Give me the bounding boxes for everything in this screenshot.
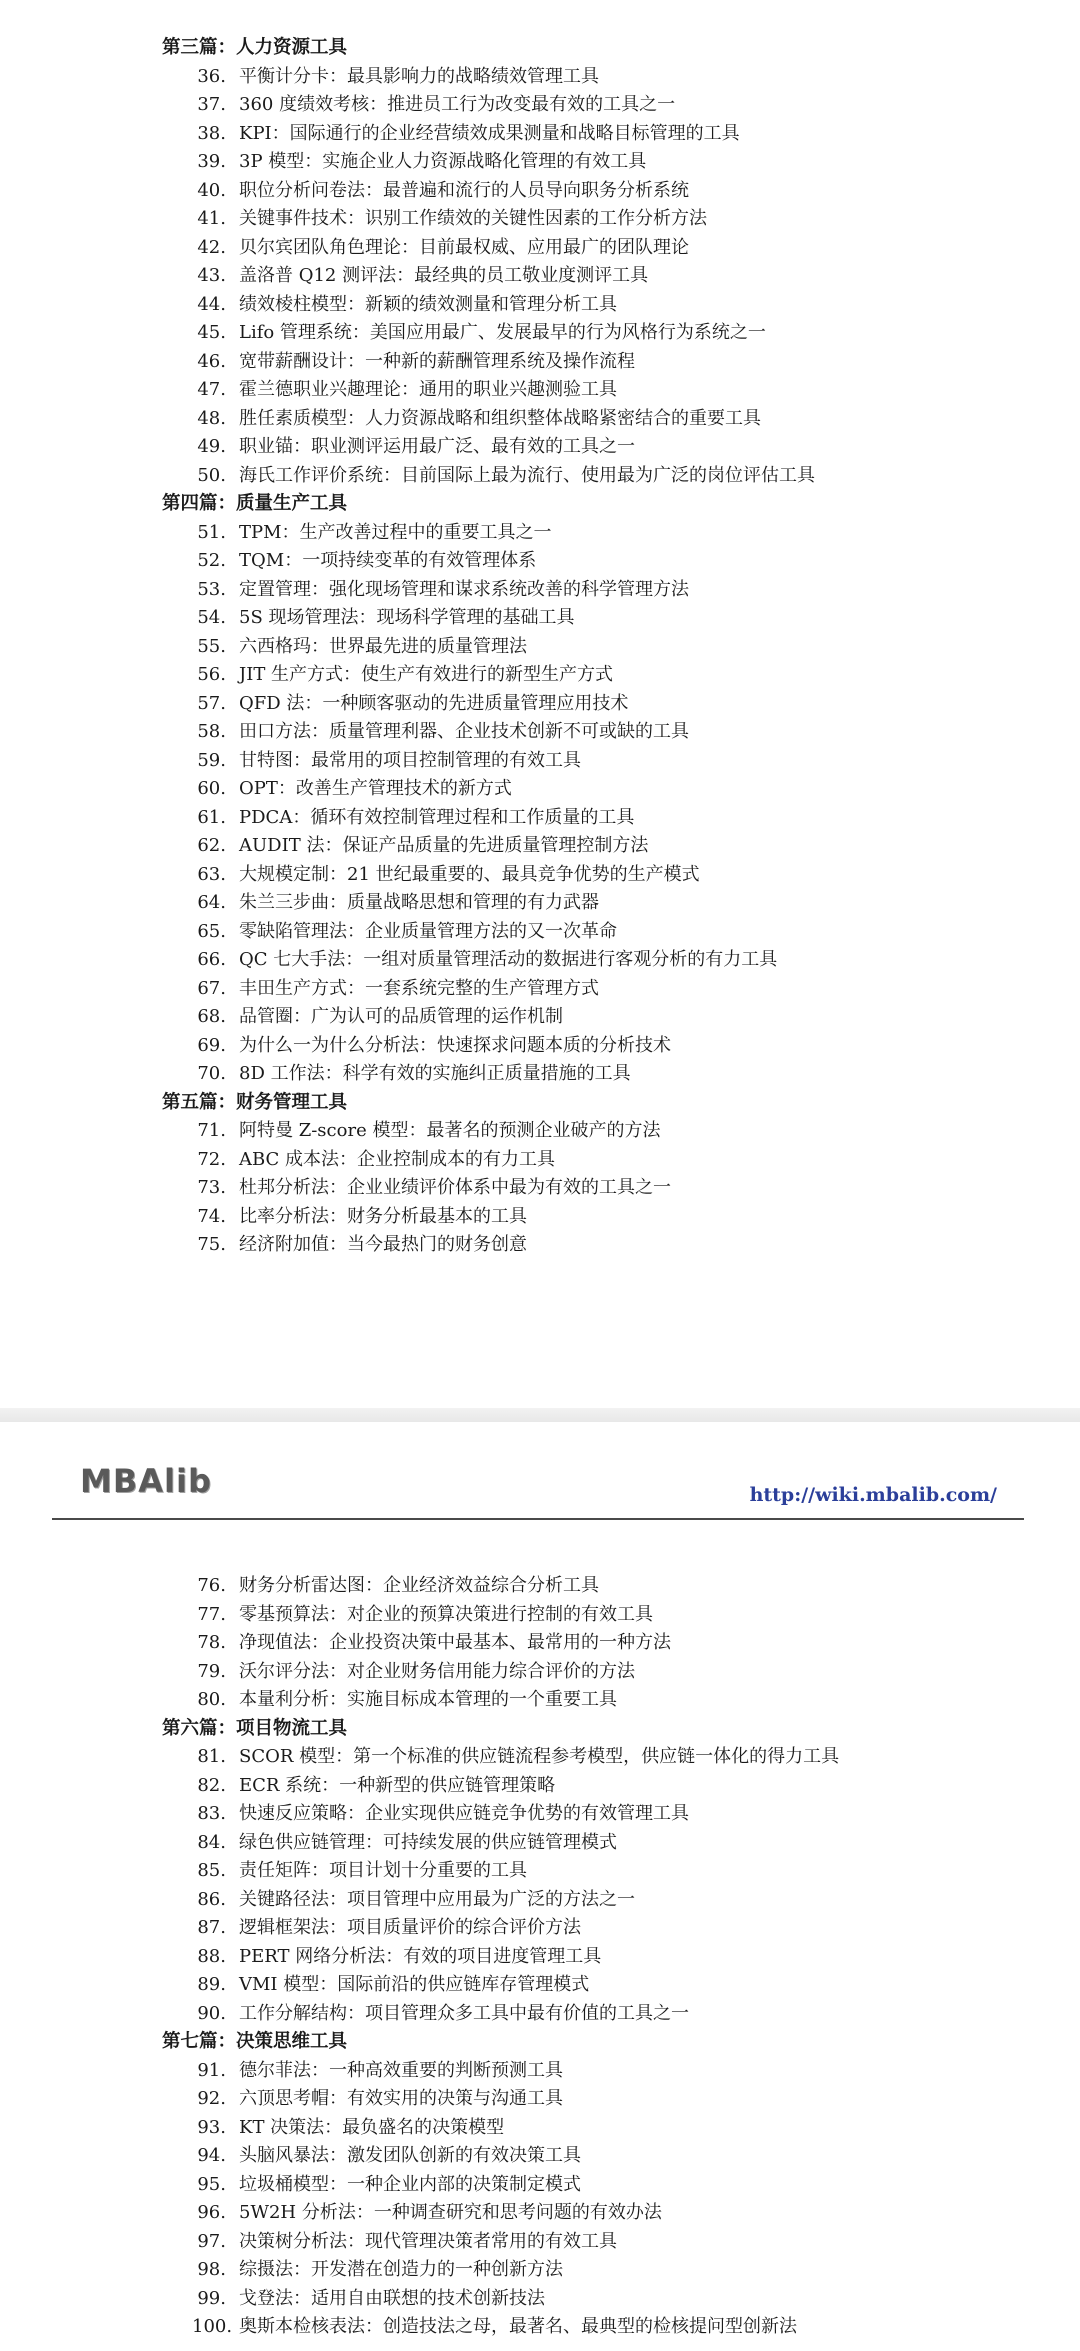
list-item bbox=[0, 1572, 1080, 1601]
item-number: 83. bbox=[197, 1803, 226, 1824]
item-number: 58. bbox=[197, 721, 226, 742]
list-item bbox=[0, 291, 1080, 320]
item-number: 69. bbox=[197, 1034, 226, 1056]
item-number: 54. bbox=[197, 607, 226, 628]
item-text: ECR 系统：一种新型的供应链管理策略 bbox=[239, 1774, 556, 1796]
item-text: 比率分析法：财务分析最基本的工具 bbox=[239, 1205, 527, 1227]
list-item bbox=[0, 804, 1080, 833]
section-heading: 第五篇：财务管理工具 bbox=[162, 1091, 348, 1113]
item-text: 净现值法：企业投资决策中最基本、最常用的一种方法 bbox=[239, 1632, 671, 1653]
item-number: 55. bbox=[197, 635, 226, 657]
list-item bbox=[0, 1743, 1080, 1772]
item-text: 3P 模型：实施企业人力资源战略化管理的有效工具 bbox=[239, 151, 647, 172]
item-number: 56. bbox=[197, 664, 226, 685]
item-number: 93. bbox=[197, 2116, 226, 2138]
item-number: 50. bbox=[197, 464, 226, 486]
item-number: 79. bbox=[197, 1660, 226, 1682]
item-text: 财务分析雷达图：企业经济效益综合分析工具 bbox=[239, 1575, 599, 1596]
item-text: 德尔菲法：一种高效重要的判断预测工具 bbox=[239, 2059, 563, 2081]
item-number: 38. bbox=[197, 122, 226, 144]
item-text: 职位分析问卷法：最普遍和流行的人员导向职务分析系统 bbox=[239, 179, 689, 201]
item-number: 47. bbox=[197, 379, 226, 400]
list-item bbox=[0, 2256, 1080, 2285]
list-item bbox=[0, 661, 1080, 690]
list-item bbox=[0, 604, 1080, 633]
item-number: 41. bbox=[197, 208, 226, 229]
item-text: 田口方法：质量管理利器、企业技术创新不可或缺的工具 bbox=[239, 721, 689, 742]
item-number: 84. bbox=[197, 1831, 226, 1853]
item-text: 经济附加值：当今最热门的财务创意 bbox=[239, 1234, 527, 1255]
item-number: 74. bbox=[197, 1205, 226, 1227]
item-number: 49. bbox=[197, 436, 226, 457]
item-text: 宽带薪酬设计：一种新的薪酬管理系统及操作流程 bbox=[239, 350, 635, 372]
item-text: 责任矩阵：项目计划十分重要的工具 bbox=[239, 1860, 527, 1881]
list-item bbox=[0, 405, 1080, 434]
item-number: 90. bbox=[197, 2002, 226, 2024]
item-number: 68. bbox=[197, 1006, 226, 1027]
item-number: 36. bbox=[197, 65, 226, 87]
list-item bbox=[0, 1857, 1080, 1886]
item-number: 42. bbox=[197, 236, 226, 258]
item-text: 阿特曼 Z-score 模型：最著名的预测企业破产的方法 bbox=[239, 1120, 661, 1141]
list-item bbox=[0, 747, 1080, 776]
item-number: 100. bbox=[192, 2316, 233, 2337]
item-number: 86. bbox=[197, 1888, 226, 1910]
item-text: 贝尔宾团队角色理论：目前最权威、应用最广的团队理论 bbox=[239, 236, 689, 258]
item-text: 关键事件技术：识别工作绩效的关键性因素的工作分析方法 bbox=[239, 208, 707, 229]
item-text: 六西格玛：世界最先进的质量管理法 bbox=[239, 635, 527, 657]
list-item bbox=[0, 889, 1080, 918]
item-number: 78. bbox=[197, 1632, 226, 1653]
list-item bbox=[0, 91, 1080, 120]
item-text: 工作分解结构：项目管理众多工具中最有价值的工具之一 bbox=[239, 2002, 689, 2024]
list-item bbox=[0, 2114, 1080, 2143]
list-item bbox=[0, 1060, 1080, 1089]
item-text: KPI：国际通行的企业经营绩效成果测量和战略目标管理的工具 bbox=[239, 122, 740, 144]
item-text: TQM：一项持续变革的有效管理体系 bbox=[239, 550, 537, 571]
item-text: 决策树分析法：现代管理决策者常用的有效工具 bbox=[239, 2230, 617, 2252]
list-item bbox=[0, 177, 1080, 206]
item-text: 5S 现场管理法：现场科学管理的基础工具 bbox=[239, 607, 575, 628]
list-item bbox=[0, 1003, 1080, 1032]
item-text: SCOR 模型：第一个标准的供应链流程参考模型，供应链一体化的得力工具 bbox=[239, 1746, 840, 1767]
item-text: 快速反应策略：企业实现供应链竞争优势的有效管理工具 bbox=[239, 1803, 689, 1824]
list-item bbox=[0, 348, 1080, 377]
item-number: 60. bbox=[197, 778, 226, 799]
item-number: 61. bbox=[197, 806, 226, 828]
list-item bbox=[0, 120, 1080, 149]
item-text: 职业锚：职业测评运用最广泛、最有效的工具之一 bbox=[239, 436, 635, 457]
item-number: 37. bbox=[197, 94, 226, 115]
item-text: KT 决策法：最负盛名的决策模型 bbox=[239, 2116, 505, 2138]
item-number: 96. bbox=[197, 2202, 226, 2223]
list-item bbox=[0, 1032, 1080, 1061]
item-text: QC 七大手法：一组对质量管理活动的数据进行客观分析的有力工具 bbox=[239, 949, 778, 970]
item-text: 为什么一为什么分析法：快速探求问题本质的分析技术 bbox=[239, 1034, 671, 1056]
item-number: 48. bbox=[197, 407, 226, 429]
list-item bbox=[0, 975, 1080, 1004]
item-number: 65. bbox=[197, 920, 226, 942]
item-number: 76. bbox=[197, 1575, 226, 1596]
item-number: 67. bbox=[197, 977, 226, 999]
item-number: 71. bbox=[197, 1120, 226, 1141]
item-number: 77. bbox=[197, 1603, 226, 1625]
item-number: 43. bbox=[197, 265, 226, 286]
item-text: 垃圾桶模型：一种企业内部的决策制定模式 bbox=[239, 2173, 581, 2195]
item-number: 52. bbox=[197, 550, 226, 571]
item-number: 73. bbox=[197, 1177, 226, 1198]
list-item bbox=[0, 1203, 1080, 1232]
item-number: 97. bbox=[197, 2230, 226, 2252]
item-number: 91. bbox=[197, 2059, 226, 2081]
item-text: 综摄法：开发潜在创造力的一种创新方法 bbox=[239, 2259, 563, 2280]
list-item bbox=[0, 2171, 1080, 2200]
item-text: 5W2H 分析法：一种调查研究和思考问题的有效办法 bbox=[239, 2202, 662, 2223]
item-number: 72. bbox=[197, 1148, 226, 1170]
item-text: PERT 网络分析法：有效的项目进度管理工具 bbox=[239, 1945, 602, 1967]
item-number: 62. bbox=[197, 835, 226, 856]
list-item bbox=[0, 1174, 1080, 1203]
item-text: 六顶思考帽：有效实用的决策与沟通工具 bbox=[239, 2088, 563, 2109]
list-item bbox=[0, 1772, 1080, 1801]
list-item bbox=[0, 234, 1080, 263]
list-item bbox=[0, 1914, 1080, 1943]
item-text: 8D 工作法：科学有效的实施纠正质量措施的工具 bbox=[239, 1063, 631, 1084]
item-number: 95. bbox=[197, 2173, 226, 2195]
list-item bbox=[0, 633, 1080, 662]
section-heading: 第六篇：项目物流工具 bbox=[162, 1717, 348, 1739]
item-text: 甘特图：最常用的项目控制管理的有效工具 bbox=[239, 749, 581, 771]
item-text: 360 度绩效考核：推进员工行为改变最有效的工具之一 bbox=[239, 94, 676, 115]
item-number: 53. bbox=[197, 578, 226, 600]
item-number: 70. bbox=[197, 1063, 226, 1084]
item-text: 平衡计分卡：最具影响力的战略绩效管理工具 bbox=[239, 65, 599, 87]
item-number: 59. bbox=[197, 749, 226, 771]
item-text: OPT：改善生产管理技术的新方式 bbox=[239, 778, 512, 799]
item-text: 关键路径法：项目管理中应用最为广泛的方法之一 bbox=[239, 1888, 635, 1910]
list-item bbox=[0, 1686, 1080, 1715]
item-text: PDCA：循环有效控制管理过程和工作质量的工具 bbox=[239, 806, 635, 828]
item-number: 39. bbox=[197, 151, 226, 172]
list-item bbox=[0, 376, 1080, 405]
item-text: VMI 模型：国际前沿的供应链库存管理模式 bbox=[239, 1974, 590, 1995]
list-item bbox=[0, 1231, 1080, 1260]
item-text: 定置管理：强化现场管理和谋求系统改善的科学管理方法 bbox=[239, 578, 689, 600]
item-text: 盖洛普 Q12 测评法：最经典的员工敬业度测评工具 bbox=[239, 265, 649, 286]
item-text: 本量利分析：实施目标成本管理的一个重要工具 bbox=[239, 1689, 617, 1710]
list-item bbox=[0, 462, 1080, 491]
list-item bbox=[0, 861, 1080, 890]
item-number: 85. bbox=[197, 1860, 226, 1881]
list-item bbox=[0, 1658, 1080, 1687]
list-item bbox=[0, 690, 1080, 719]
item-number: 94. bbox=[197, 2145, 226, 2166]
item-text: 绩效棱柱模型：新颖的绩效测量和管理分析工具 bbox=[239, 293, 617, 315]
item-text: ABC 成本法：企业控制成本的有力工具 bbox=[239, 1148, 556, 1170]
item-number: 44. bbox=[197, 293, 226, 315]
list-item bbox=[0, 918, 1080, 947]
list-item bbox=[0, 547, 1080, 576]
list-item bbox=[0, 775, 1080, 804]
list-item bbox=[0, 1829, 1080, 1858]
list-item bbox=[0, 2285, 1080, 2314]
item-number: 40. bbox=[197, 179, 226, 201]
item-text: 霍兰德职业兴趣理论：通用的职业兴趣测验工具 bbox=[239, 379, 617, 400]
item-number: 51. bbox=[197, 521, 226, 543]
section-heading: 第七篇：决策思维工具 bbox=[162, 2031, 348, 2052]
item-number: 92. bbox=[197, 2088, 226, 2109]
item-number: 87. bbox=[197, 1917, 226, 1938]
item-text: 奥斯本检核表法：创造技法之母，最著名、最典型的检核提问型创新法 bbox=[239, 2316, 797, 2337]
list-item bbox=[0, 2228, 1080, 2257]
list-item bbox=[0, 1800, 1080, 1829]
item-number: 46. bbox=[197, 350, 226, 372]
list-item bbox=[0, 2057, 1080, 2086]
list-item bbox=[0, 2000, 1080, 2029]
item-number: 57. bbox=[197, 692, 226, 714]
list-item bbox=[0, 718, 1080, 747]
item-number: 63. bbox=[197, 863, 226, 885]
item-text: 品管圈：广为认可的品质管理的运作机制 bbox=[239, 1006, 563, 1027]
list-item bbox=[0, 1629, 1080, 1658]
tool-list-page-2 bbox=[0, 1572, 1080, 2342]
item-text: 头脑风暴法：激发团队创新的有效决策工具 bbox=[239, 2145, 581, 2166]
site-url-link[interactable]: http://wiki.mbalib.com/ bbox=[749, 1484, 997, 1506]
item-number: 81. bbox=[197, 1746, 226, 1767]
item-text: 逻辑框架法：项目质量评价的综合评价方法 bbox=[239, 1917, 581, 1938]
item-text: Lifo 管理系统：美国应用最广、发展最早的行为风格行为系统之一 bbox=[239, 322, 766, 343]
item-text: 零缺陷管理法：企业质量管理方法的又一次革命 bbox=[239, 920, 617, 942]
list-item bbox=[0, 319, 1080, 348]
item-text: 沃尔评分法：对企业财务信用能力综合评价的方法 bbox=[239, 1660, 635, 1682]
list-item bbox=[0, 832, 1080, 861]
list-item bbox=[0, 1117, 1080, 1146]
item-text: AUDIT 法：保证产品质量的先进质量管理控制方法 bbox=[239, 835, 649, 856]
item-text: TPM：生产改善过程中的重要工具之一 bbox=[239, 521, 552, 543]
mbalib-logo: MBAlib bbox=[80, 1462, 212, 1500]
item-number: 80. bbox=[197, 1689, 226, 1710]
item-number: 82. bbox=[197, 1774, 226, 1796]
list-item bbox=[0, 1971, 1080, 2000]
item-text: 丰田生产方式：一套系统完整的生产管理方式 bbox=[239, 977, 599, 999]
item-text: QFD 法：一种顾客驱动的先进质量管理应用技术 bbox=[239, 692, 629, 714]
item-text: 朱兰三步曲：质量战略思想和管理的有力武器 bbox=[239, 892, 599, 913]
item-number: 64. bbox=[197, 892, 226, 913]
list-item bbox=[0, 1886, 1080, 1915]
item-number: 99. bbox=[197, 2287, 226, 2309]
item-number: 88. bbox=[197, 1945, 226, 1967]
item-text: JIT 生产方式：使生产有效进行的新型生产方式 bbox=[239, 664, 614, 685]
page-header bbox=[0, 1462, 1080, 1532]
list-item bbox=[0, 63, 1080, 92]
list-item bbox=[0, 2085, 1080, 2114]
item-text: 绿色供应链管理：可持续发展的供应链管理模式 bbox=[239, 1831, 617, 1853]
item-text: 杜邦分析法：企业业绩评价体系中最为有效的工具之一 bbox=[239, 1177, 671, 1198]
list-item bbox=[0, 1943, 1080, 1972]
item-text: 胜任素质模型：人力资源战略和组织整体战略紧密结合的重要工具 bbox=[239, 407, 761, 429]
item-text: 海氏工作评价系统：目前国际上最为流行、使用最为广泛的岗位评估工具 bbox=[239, 464, 815, 486]
item-number: 45. bbox=[197, 322, 226, 343]
list-item bbox=[0, 262, 1080, 291]
section-heading: 第三篇：人力资源工具 bbox=[162, 37, 348, 58]
list-item bbox=[0, 205, 1080, 234]
item-number: 66. bbox=[197, 949, 226, 970]
list-item bbox=[0, 946, 1080, 975]
list-item bbox=[0, 2199, 1080, 2228]
list-item bbox=[0, 433, 1080, 462]
list-item bbox=[0, 1146, 1080, 1175]
section-heading: 第四篇：质量生产工具 bbox=[162, 493, 348, 514]
item-text: 戈登法：适用自由联想的技术创新技法 bbox=[239, 2287, 545, 2309]
item-number: 75. bbox=[197, 1234, 226, 1255]
list-item bbox=[0, 2142, 1080, 2171]
item-text: 零基预算法：对企业的预算决策进行控制的有效工具 bbox=[239, 1603, 653, 1625]
list-item bbox=[0, 576, 1080, 605]
list-item bbox=[0, 1601, 1080, 1630]
list-item bbox=[0, 148, 1080, 177]
header-divider bbox=[52, 1518, 1024, 1520]
tool-list-page-1 bbox=[0, 34, 1080, 1260]
list-item bbox=[0, 519, 1080, 548]
page-separator bbox=[0, 1408, 1080, 1422]
list-item bbox=[0, 2313, 1080, 2342]
item-text: 大规模定制：21 世纪最重要的、最具竞争优势的生产模式 bbox=[239, 863, 700, 885]
item-number: 89. bbox=[197, 1974, 226, 1995]
item-number: 98. bbox=[197, 2259, 226, 2280]
document-page-2 bbox=[0, 1422, 1080, 2351]
